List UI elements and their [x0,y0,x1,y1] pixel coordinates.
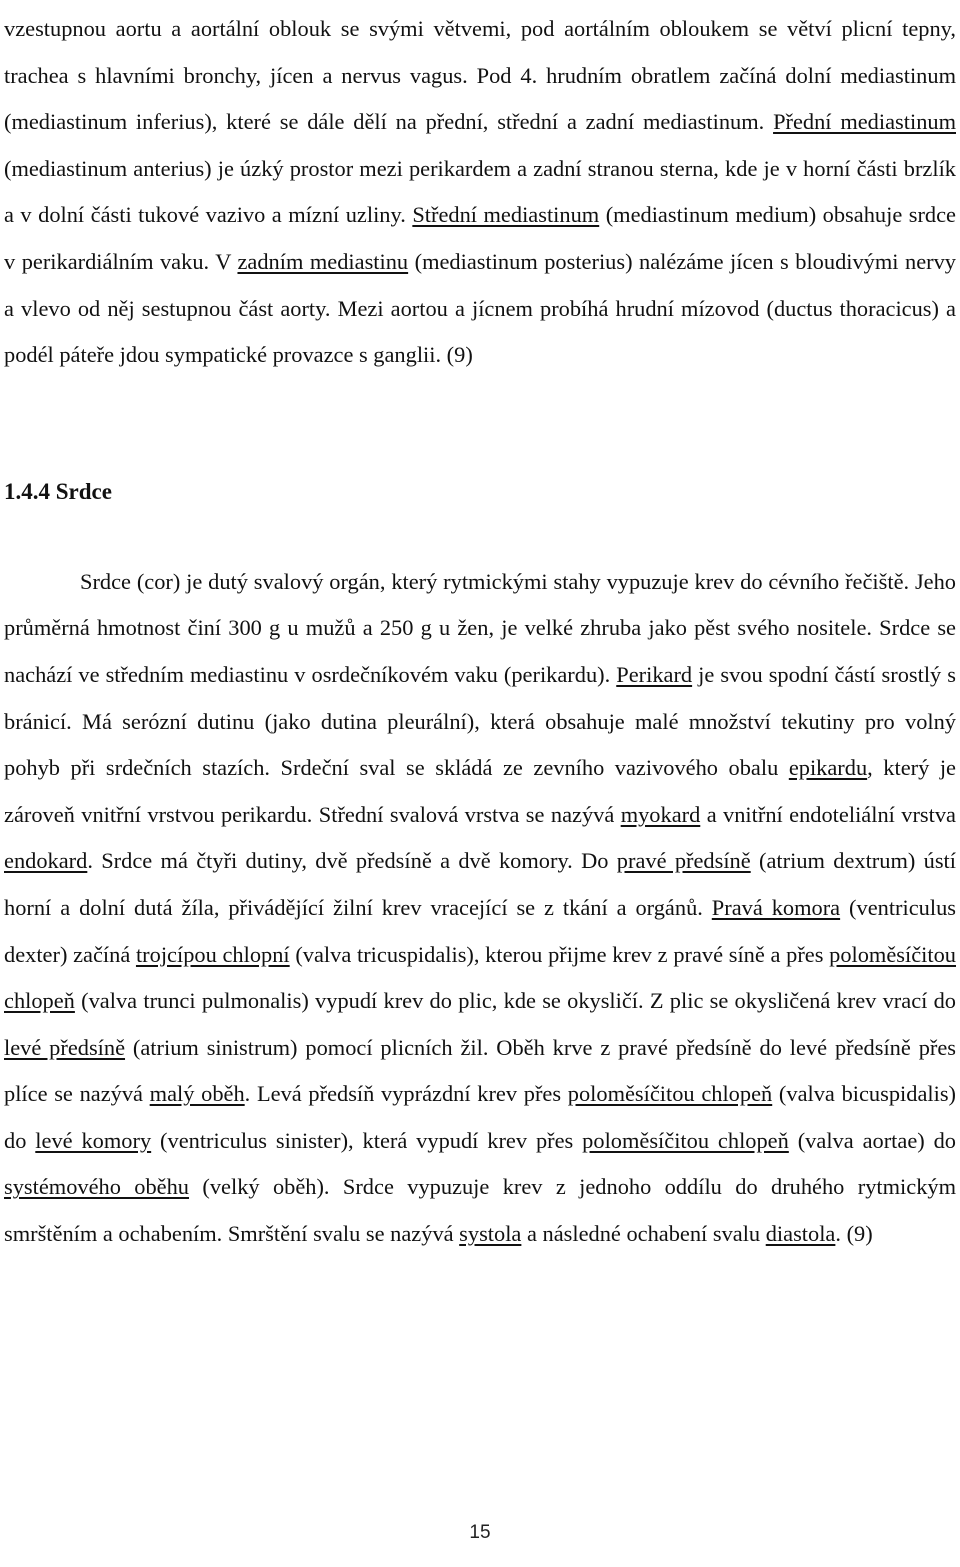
paragraph-srdce [4,559,956,1258]
section-heading: 1.4.4 Srdce [4,478,112,504]
term-prava-komora: Pravá komora [711,894,841,920]
text-segment: (mediastinum posterius) nalézáme jícen s bloudivými nervy a vlevo od něj sestupnou část aorty. Mezi aortou a jícnem probíhá hrudní mízovod (ductus thoracicus) a podél páteře jdou sympatické provazce s ganglii. (9) [4,248,956,368]
text-segment: je svou spodní částí srostlý s bránicí. Má serózní dutinu (jako dutina pleurální), která obsahuje malé množství tekutiny pro volný pohyb při srdečních stazích. Srdeční sval se skládá ze zevního vazivového obalu [4,661,956,781]
text-segment: , který je zároveň vnitřní vrstvou perikardu. Střední svalová vrstva se nazývá [4,755,956,827]
paragraph-mediastinum [4,6,956,379]
text-segment: . (9) [835,1221,873,1247]
text-segment: . Levá předsíň vyprázdní krev přes [244,1081,568,1107]
term-predni-mediastinum: Přední mediastinum [773,109,956,135]
term-perikard: Perikard [616,661,693,687]
text-segment: Srdce (cor) je dutý svalový orgán, který rytmickými stahy vypuzuje krev do cévního řečiště. Jeho průměrná hmotnost činí 300 g u mužů a 250 g u žen, je velké zhruba jako pěst svého nositele. Srdce se nachází ve středním mediastinu v osrdečníkovém vaku (perikardu). [4,568,956,687]
text-segment: (valva tricuspidalis), kterou přijme krev z pravé síně a přes [289,941,830,967]
text-segment: (velký oběh). Srdce vypuzuje krev z jednoho oddílu do druhého rytmickým smrštěním a ochabením. Smrštění svalu se nazývá [4,1174,956,1247]
term-endokard: endokard [4,848,88,874]
term-stredni-mediastinum: Střední mediastinum [412,202,600,228]
term-myokard: myokard [620,801,701,827]
text-segment: (valva aortae) do [788,1127,957,1153]
text-segment: (valva bicuspidalis) do [4,1081,956,1153]
term-epikard: epikardu [788,755,868,781]
term-leva-komora: levé komory [35,1127,152,1153]
text-segment: (mediastinum anterius) je úzký prostor mezi perikardem a zadní stranou sterna, kde je v horní části brzlík a v dolní části tukové vazivo a mízní uzliny. [4,155,956,228]
term-polomesicita-chlopen: poloměsíčitou chlopeň [582,1127,789,1153]
text-segment: (ventriculus sinister), která vypudí krev přes [151,1127,583,1153]
term-diastola: diastola [765,1221,836,1247]
term-leva-predsin: levé předsíně [4,1034,126,1060]
term-polomesicita-chlopen: poloměsíčitou chlopeň [567,1081,773,1107]
term-zadni-mediastinum: zadním mediastinu [237,248,409,274]
term-systola: systola [459,1221,522,1247]
text-segment: (atrium sinistrum) pomocí plicních žil. Oběh krve z pravé předsíně do levé předsíně přes plíce se nazývá [4,1034,956,1107]
term-systemovy-obeh: systémového oběhu [4,1174,190,1200]
document-page [4,0,956,1258]
text-segment: a následné ochabení svalu [521,1221,766,1247]
term-prava-predsin: pravé předsíně [616,848,751,874]
text-segment: vzestupnou aortu a aortální oblouk se svými větvemi, pod aortálním obloukem se větví plicní tepny, trachea s hlavními bronchy, jícen a nervus vagus. Pod 4. hrudním obratlem začíná dolní mediastinum (mediastinum inferius), které se dále dělí na přední, střední a zadní mediastinum. [4,16,956,135]
text-segment: a vnitřní endoteliální vrstva [700,801,956,827]
term-polomesicita-chlopen: poloměsíčitou chlopeň [4,941,956,1014]
term-trojcipa-chlopen: trojcípou chlopní [135,941,290,967]
text-segment: (atrium dextrum) ústí horní a dolní dutá žíla, přivádějící žilní krev vracející se z tkání a orgánů. [4,848,956,920]
text-segment: (mediastinum medium) obsahuje srdce v perikardiálním vaku. V [4,202,956,274]
text-segment: (ventriculus dexter) začíná [4,894,956,967]
term-maly-obeh: malý oběh [149,1081,245,1107]
page-number: 15 [469,1522,491,1543]
text-segment: (valva trunci pulmonalis) vypudí krev do plic, kde se okysličí. Z plic se okysličená krev vrací do [74,988,956,1014]
text-segment: . Srdce má čtyři dutiny, dvě předsíně a dvě komory. Do [87,848,617,874]
